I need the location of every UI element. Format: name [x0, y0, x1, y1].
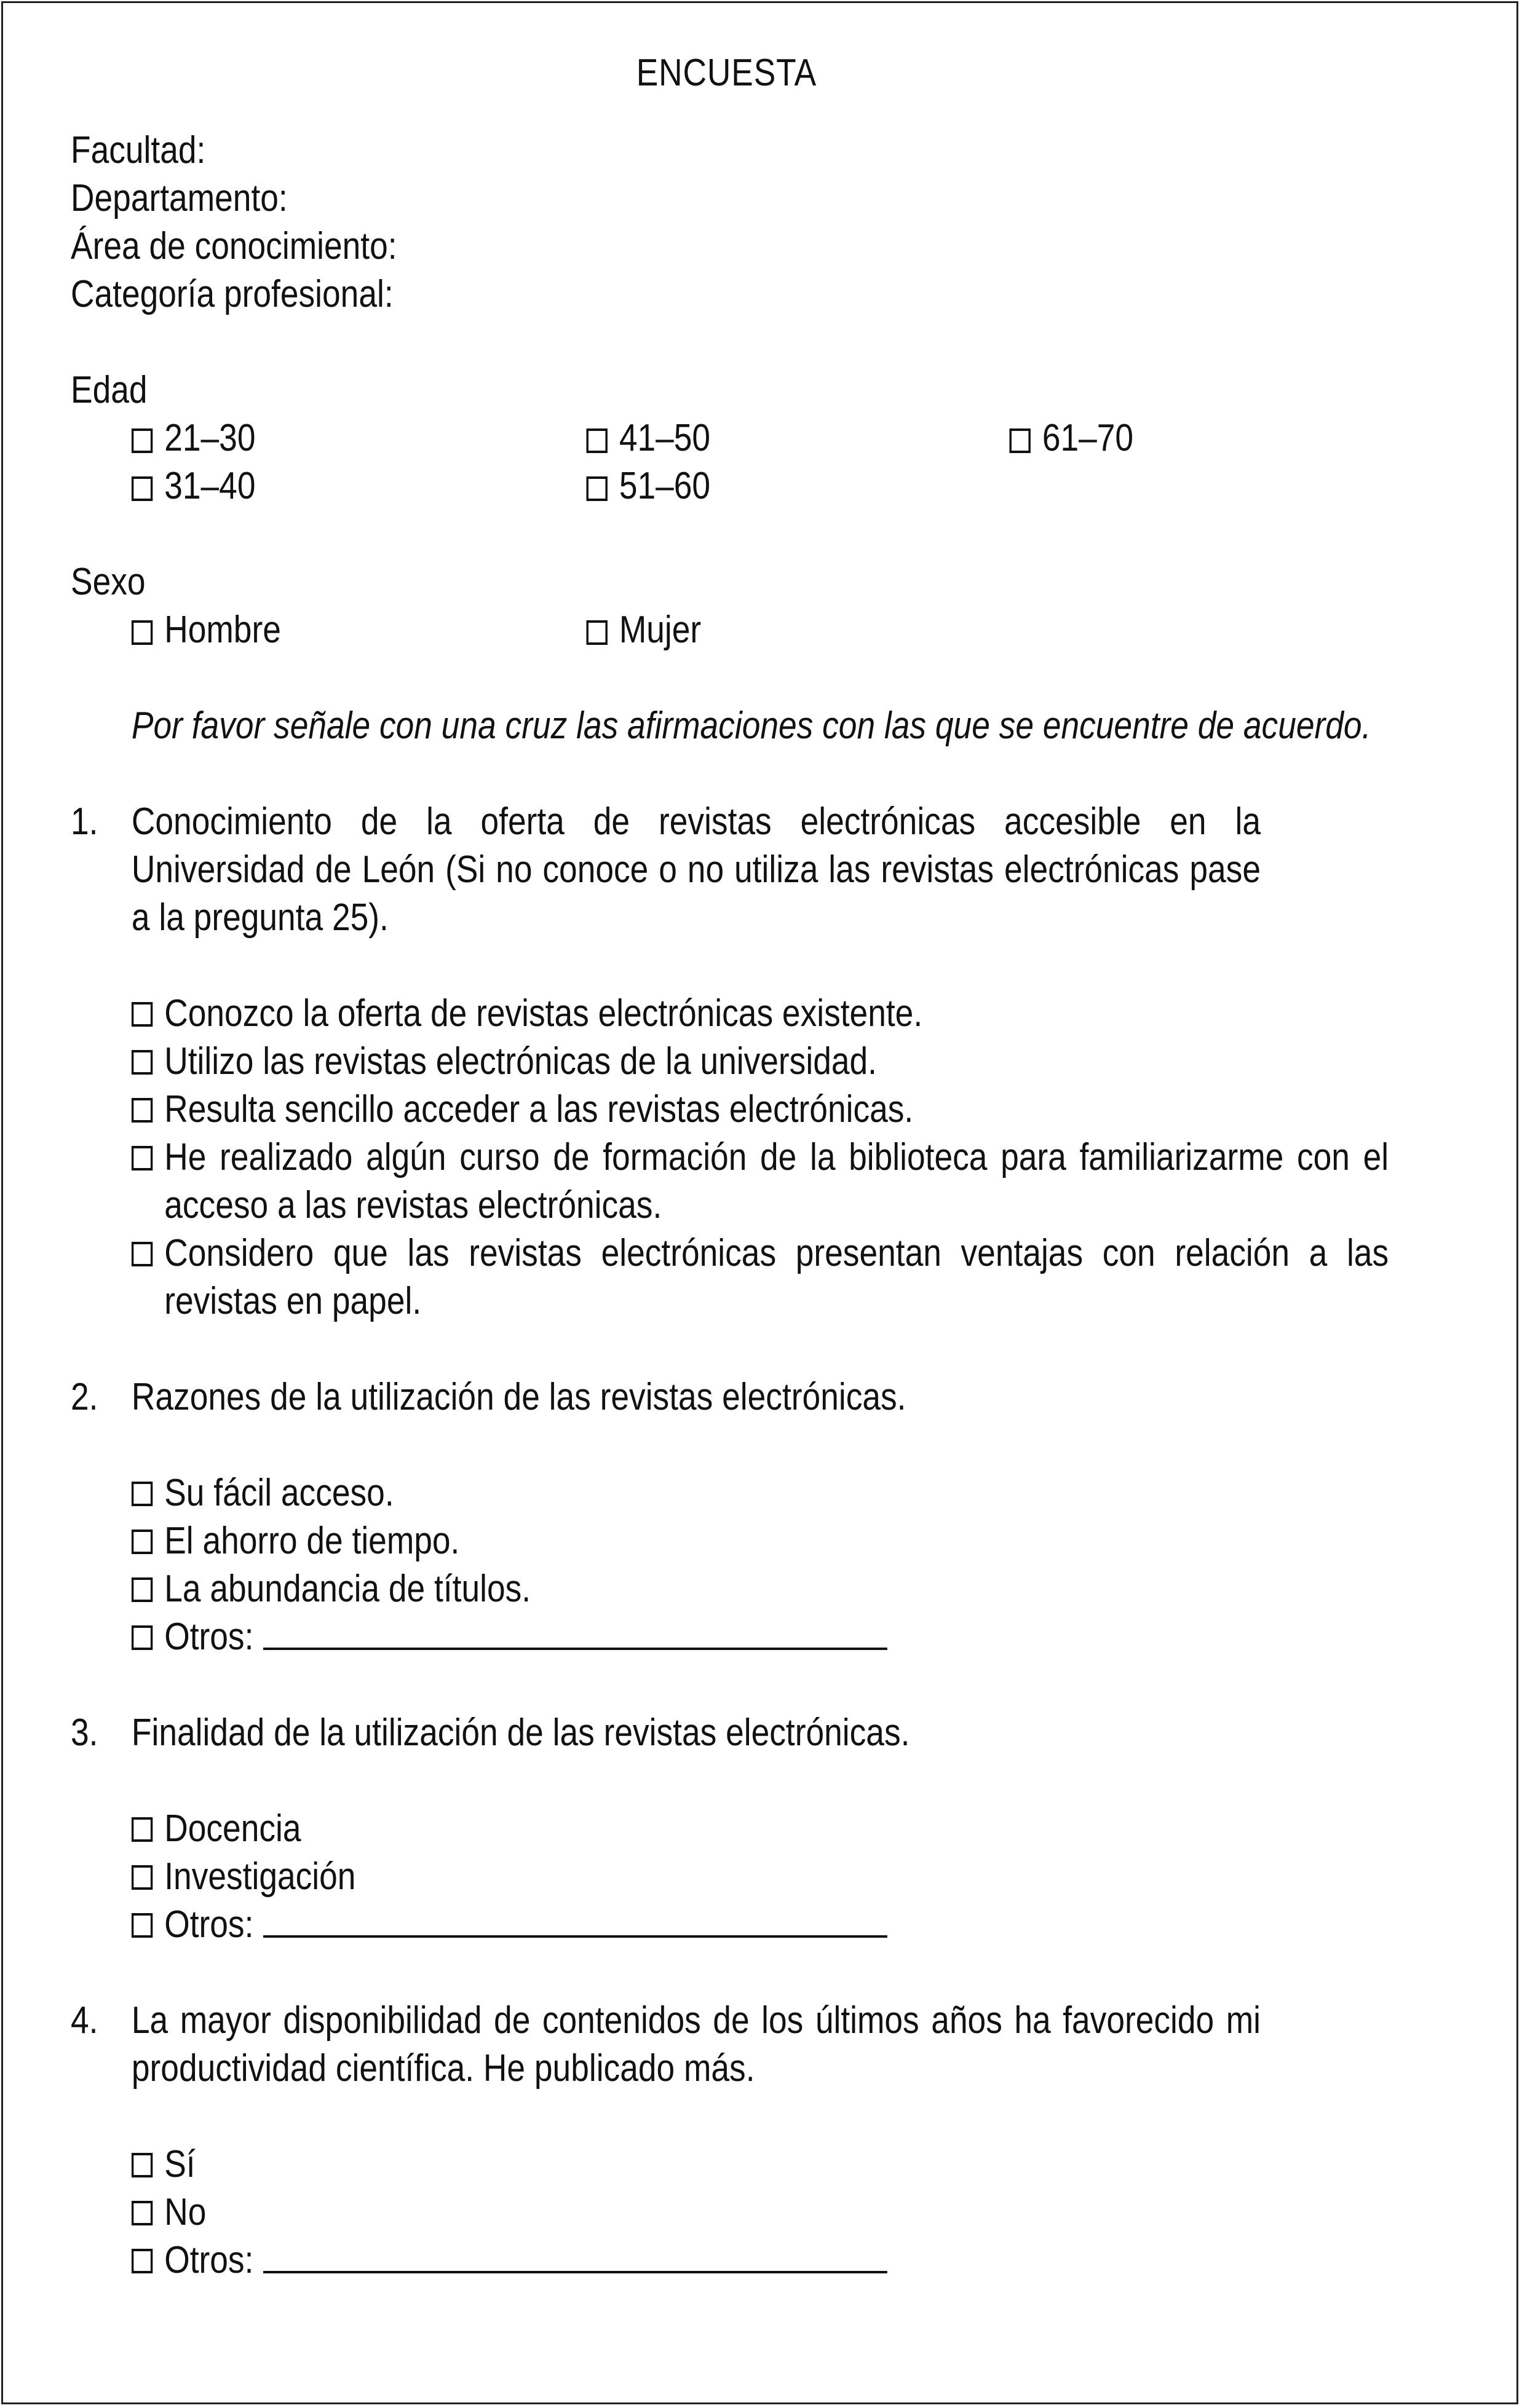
- instruction-text: Por favor señale con una cruz las afirmaciones con las que se encuentre de acuerdo.: [131, 705, 1371, 747]
- checkbox[interactable]: [132, 1482, 153, 1506]
- answer-option[interactable]: La abundancia de títulos.: [132, 1565, 1390, 1613]
- checkbox[interactable]: [132, 1577, 153, 1602]
- question-number: 2.: [71, 1376, 98, 1418]
- facultad-field: Facultad:: [71, 129, 206, 172]
- answer-option[interactable]: No: [132, 2189, 1390, 2236]
- question-1: [71, 798, 1261, 942]
- edad-option[interactable]: 61–70: [1010, 414, 1327, 462]
- edad-options: [132, 414, 1261, 510]
- question-text: Finalidad de la utilización de las revistas electrónicas.: [131, 1711, 910, 1754]
- question-text: Razones de la utilización de las revistas electrónicas.: [131, 1376, 906, 1418]
- question-number: 1.: [71, 800, 98, 843]
- area-field: Área de conocimiento:: [71, 225, 397, 267]
- answer-option[interactable]: Resulta sencillo acceder a las revistas electrónicas.: [132, 1086, 1390, 1134]
- checkbox[interactable]: [132, 1913, 153, 1938]
- checkbox[interactable]: [587, 476, 608, 501]
- checkbox[interactable]: [132, 620, 153, 645]
- checkbox[interactable]: [132, 1002, 153, 1027]
- checkbox[interactable]: [1010, 428, 1031, 453]
- checkbox[interactable]: [132, 1625, 153, 1650]
- question-4: [71, 1997, 1261, 2093]
- edad-option[interactable]: 21–30: [132, 414, 587, 462]
- checkbox[interactable]: [132, 1146, 153, 1170]
- answer-option[interactable]: Investigación: [132, 1853, 1390, 1901]
- checkbox[interactable]: [132, 2249, 153, 2273]
- checkbox[interactable]: [132, 2153, 153, 2177]
- checkbox[interactable]: [587, 620, 608, 645]
- question-text: Conocimiento de la oferta de revistas electrónicas accesible en la Universidad de León (Si no conoce o no utiliza las revistas electrónicas pase a la pregunta 25).: [131, 800, 1261, 939]
- answer-option[interactable]: Sí: [132, 2141, 1390, 2189]
- categoria-field: Categoría profesional:: [71, 273, 394, 315]
- question-number: 4.: [71, 1999, 98, 2042]
- answer-option[interactable]: Conozco la oferta de revistas electrónicas existente.: [132, 990, 1390, 1038]
- checkbox[interactable]: [132, 476, 153, 501]
- checkbox[interactable]: [132, 1530, 153, 1554]
- otros-text-field[interactable]: [263, 2236, 887, 2273]
- checkbox[interactable]: [132, 1050, 153, 1075]
- answer-option[interactable]: Otros:: [132, 2236, 1390, 2284]
- checkbox[interactable]: [132, 2201, 153, 2225]
- sexo-options: [132, 606, 1261, 654]
- checkbox[interactable]: [132, 1098, 153, 1123]
- question-4-options: [132, 2141, 1390, 2284]
- question-text: La mayor disponibilidad de contenidos de los últimos años ha favorecido mi productividad científica. He publicado más.: [131, 1999, 1261, 2090]
- checkbox[interactable]: [587, 428, 608, 453]
- answer-option[interactable]: Utilizo las revistas electrónicas de la universidad.: [132, 1038, 1390, 1086]
- sexo-label: Sexo: [71, 561, 146, 603]
- answer-option[interactable]: Su fácil acceso.: [132, 1469, 1390, 1517]
- answer-option[interactable]: Otros:: [132, 1613, 1390, 1661]
- otros-text-field[interactable]: [263, 1901, 887, 1938]
- page-title: ENCUESTA: [636, 52, 817, 94]
- question-2-options: [132, 1469, 1390, 1661]
- sexo-option[interactable]: Mujer: [587, 606, 1010, 654]
- edad-option[interactable]: 41–50: [587, 414, 1010, 462]
- question-2: [71, 1373, 1261, 1421]
- question-3-options: [132, 1805, 1390, 1949]
- otros-text-field[interactable]: [263, 1613, 887, 1650]
- answer-option[interactable]: El ahorro de tiempo.: [132, 1517, 1390, 1565]
- edad-label: Edad: [71, 369, 148, 411]
- edad-option[interactable]: 31–40: [132, 462, 587, 510]
- question-3: [71, 1709, 1261, 1757]
- survey-form: [71, 49, 1389, 2284]
- answer-option[interactable]: Docencia: [132, 1805, 1390, 1853]
- checkbox[interactable]: [132, 1817, 153, 1842]
- checkbox[interactable]: [132, 1242, 153, 1266]
- answer-option[interactable]: Otros:: [132, 1901, 1390, 1949]
- departamento-field: Departamento:: [71, 177, 288, 219]
- answer-option[interactable]: He realizado algún curso de formación de la biblioteca para familiarizarme con el acceso a las revistas electrónicas.: [132, 1134, 1390, 1230]
- question-1-options: [132, 990, 1390, 1325]
- question-number: 3.: [71, 1711, 98, 1754]
- checkbox[interactable]: [132, 1865, 153, 1890]
- sexo-option[interactable]: Hombre: [132, 606, 587, 654]
- checkbox[interactable]: [132, 428, 153, 453]
- answer-option[interactable]: Considero que las revistas electrónicas presentan ventajas con relación a las revistas en papel.: [132, 1230, 1390, 1325]
- edad-option[interactable]: 51–60: [587, 462, 1010, 510]
